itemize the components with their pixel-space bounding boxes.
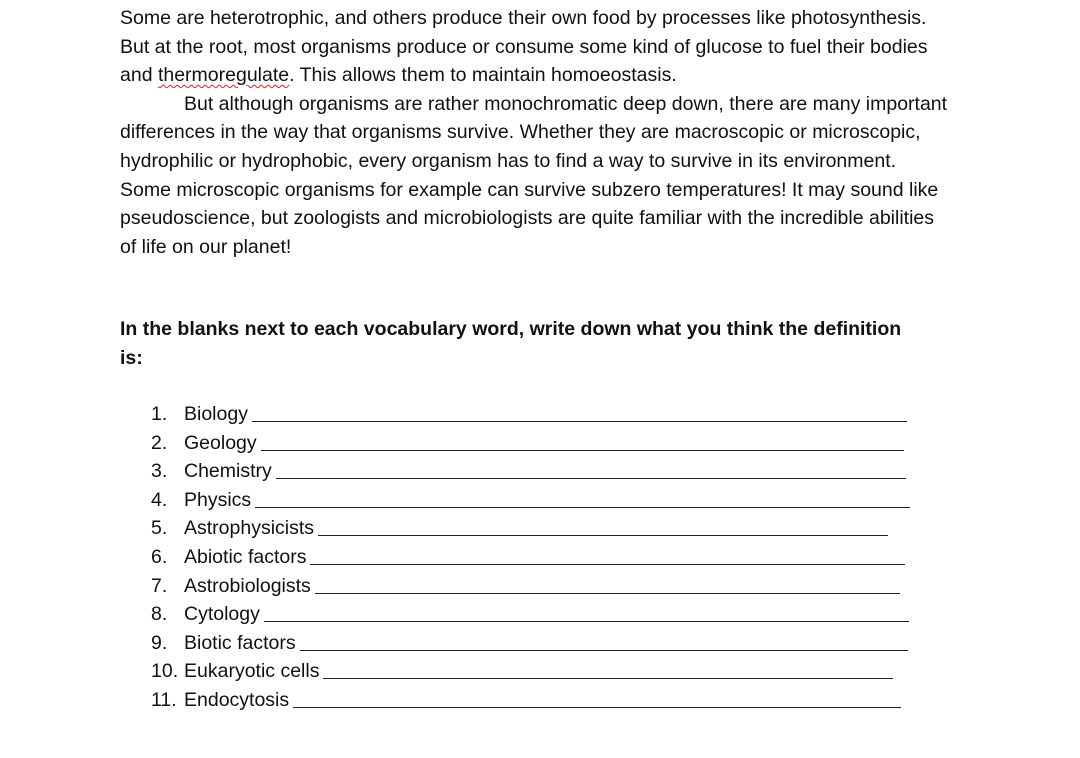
vocab-list (151, 400, 910, 715)
vocab-word: Cytology (184, 603, 260, 626)
vocab-number: 3. (151, 460, 168, 483)
definition-blank[interactable] (255, 489, 910, 508)
vocab-word: Biology (184, 403, 248, 425)
definition-blank[interactable] (318, 517, 888, 536)
definition-blank[interactable] (293, 689, 901, 708)
vocab-number: 11. (151, 688, 177, 711)
vocab-instructions: In the blanks next to each vocabulary word, write down what you think the definition is: (120, 318, 902, 369)
vocab-number: 2. (151, 431, 168, 454)
vocab-word: Endocytosis (184, 688, 290, 711)
vocab-number: 6. (151, 545, 168, 568)
vocab-item (151, 486, 910, 515)
definition-blank[interactable] (300, 632, 908, 651)
vocab-word: Astrophysicists (184, 517, 315, 540)
definition-blank[interactable] (315, 575, 900, 594)
vocab-number: 7. (151, 574, 168, 597)
vocab-item (151, 543, 910, 572)
definition-blank[interactable] (252, 403, 907, 422)
vocab-number: 4. (151, 488, 168, 511)
definition-blank[interactable] (276, 460, 906, 479)
paragraph-2: But although organisms are rather monochromatic deep down, there are many important differences in the way that organisms survive. Whether they are macroscopic or microscopic, hydrophilic or hydrophobic, every organism has to find a way to survive in its environment. Some microscopic organisms for example can survive subzero temperatures! It may sound like pseudoscience, but zoologists and microbiologists are quite familiar with the incredible abilities of life on our planet! (120, 92, 948, 258)
vocab-item (151, 572, 910, 601)
paragraph-1 (120, 4, 950, 90)
vocab-word: Abiotic factors (184, 545, 307, 568)
vocab-item (151, 400, 910, 429)
definition-blank[interactable] (310, 546, 905, 565)
vocab-item (151, 657, 910, 686)
vocab-word: Geology (184, 431, 257, 454)
vocab-item (151, 686, 910, 715)
vocab-number: 10. (151, 660, 179, 683)
vocab-item (151, 457, 910, 486)
definition-blank[interactable] (261, 432, 904, 451)
vocab-number: 5. (151, 517, 168, 540)
vocab-number: 9. (151, 631, 168, 654)
paragraph-1-text-end: . This allows them to maintain homoeostasis. (289, 64, 677, 87)
vocab-word: Eukaryotic cells (184, 660, 320, 683)
vocab-number: 1. (151, 403, 168, 425)
vocab-item (151, 429, 910, 458)
definition-blank[interactable] (323, 660, 893, 679)
vocab-word: Biotic factors (184, 631, 296, 654)
vocab-item (151, 600, 910, 629)
paragraph-1-text-start: Some are heterotrophic, and others produce their own food by processes like photosynthesis. But at the root, most organisms produce or consume some kind of glucose to fuel their bodies and (120, 7, 928, 87)
reading-passage (120, 4, 950, 261)
vocab-number: 8. (151, 603, 168, 626)
vocab-item (151, 514, 910, 543)
vocab-word: Astrobiologists (184, 574, 311, 597)
vocab-word: Chemistry (184, 460, 272, 483)
definition-blank[interactable] (264, 603, 909, 622)
vocab-word: Physics (184, 488, 252, 511)
spellcheck-flagged-word[interactable]: thermoregulate (157, 64, 290, 87)
vocab-item (151, 629, 910, 658)
